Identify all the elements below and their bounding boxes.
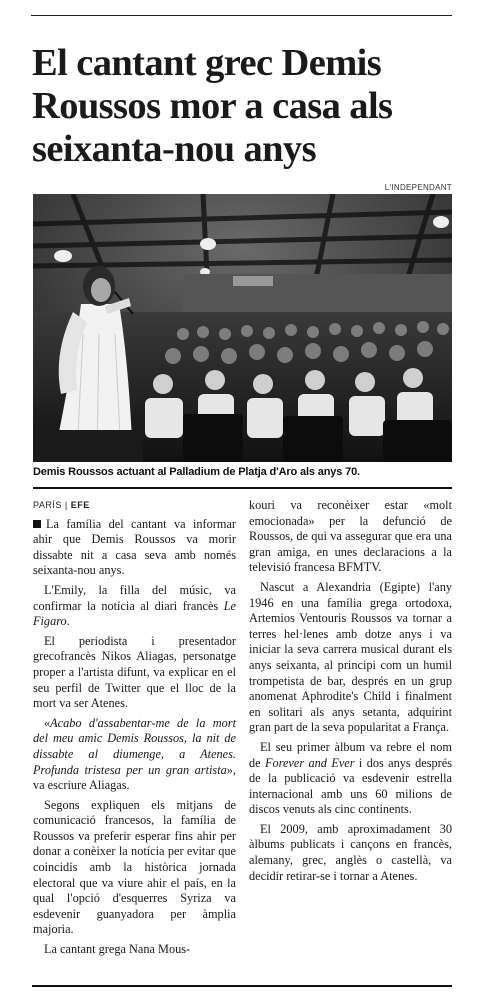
lead-square-icon [33,520,41,528]
paragraph: El periodista i presentador grecofrancès Nikos Aliagas, personatge proper a l'artista difunt, va explicar en el seu perfil de Twitter que el lloc de la mort va ser Atenes. [33,633,236,711]
article-column-1 [33,498,236,958]
paragraph: Segons expliquen els mitjans de comunicació francesos, la família de Roussos va preferir esperar fins ahir per donar a conèixer la notícia per evitar que coincidís amb la històrica jornada electoral que va viure ahir el país, en la qual l'opció d'esquerres Syriza va esdevenir guanyadora per àmplia majoria. [33,797,236,937]
dateline-separator: | [64,500,68,510]
paragraph: La cantant grega Nana Mous- [44,942,191,957]
paragraph: El 2009, amb aproximadament 30 àlbums publicats i cançons en francès, alemany, grec, anglès o castellà, va decidir retirar-se i tornar a Atenes. [249,821,452,883]
top-rule [31,15,452,16]
dateline-agency: EFE [70,500,90,510]
paragraph: Nascut a Alexandria (Egipte) l'any 1946 en una família grega ortodoxa, Artemios Ventouris Roussos va tornar a terres hel·lenes amb dotze anys i va iniciar la seva carrera musical durant els anys seixanta, al principi com un humil trompetista de bar, després en un grup anomenat Aphrodite's Child i finalment en solitari als anys setanta, adquirint gran part de la seva popularitat a França. [249,579,452,735]
dateline-city: PARÍS [33,500,62,510]
caption-rule [33,487,452,489]
paragraph: La família del cantant va informar ahir que Demis Roussos va morir dissabte nit a casa seva amb només seixanta-nou anys. [33,516,236,578]
paragraph: L'Emily, la filla del músic, va confirmar la notícia al diari francès Le Figaro. [33,582,236,629]
photo-credit: L'INDEPENDANT [384,183,452,192]
newspaper-name: Le Figaro [33,598,236,629]
quote-paragraph: «Acabo d'assabentar-me de la mort del meu amic Demis Roussos, la nit de dissabte al diumenge, a Atenes. Profunda tristesa per un gran artista», va escriure Aliagas. [33,715,236,793]
album-title: Forever and Ever [264,755,355,770]
article-column-2 [249,498,452,884]
paragraph: El seu primer àlbum va rebre el nom de Forever and Ever i dos anys després de la publicació va esdevenir estrella internacional amb uns 60 milions de discos venuts als cinc continents. [249,739,452,817]
paragraph: kouri va reconèixer estar «molt emocionada» per la defunció de Roussos, de qui va assegurar que era una gran amiga, en unes declaracions a la televisió francesa BFMTV. [249,498,452,575]
dateline [33,498,236,514]
photo-caption: Demis Roussos actuant al Palladium de Platja d'Aro als anys 70. [33,466,360,478]
bottom-rule [32,985,452,987]
concert-photo [33,194,452,462]
headline: El cantant grec Demis Roussos mor a casa als seixanta-nou anys [32,42,393,170]
